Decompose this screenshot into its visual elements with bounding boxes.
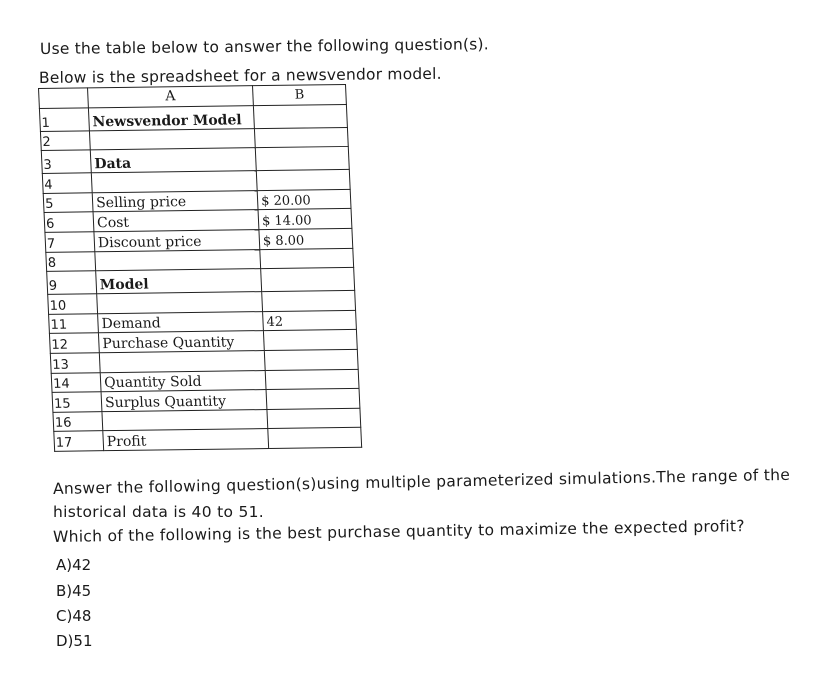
row-number: 5 (43, 193, 93, 213)
row-number: 11 (49, 313, 99, 333)
row-number: 14 (51, 372, 101, 392)
row-number: 7 (45, 232, 95, 252)
row-number: 1 (39, 107, 89, 131)
cell-a: Cost (93, 210, 259, 232)
cell-b (255, 147, 349, 171)
cell-a: Surplus Quantity (101, 390, 267, 412)
cell-a: Newsvendor Model (88, 105, 254, 130)
intro-line-1: Use the table below to answer the following question(s). (39, 35, 489, 58)
question-line-2: historical data is 40 to 51. (53, 503, 265, 521)
row-number: 9 (47, 271, 97, 295)
intro-line-2: Below is the spreadsheet for a newsvendor model. (38, 64, 442, 87)
option-a: A)42 (56, 556, 92, 574)
row-number: 10 (48, 294, 98, 314)
row-number: 15 (52, 392, 102, 412)
sheet-row (54, 428, 362, 452)
row-number: 8 (46, 251, 96, 271)
row-number: 12 (49, 333, 99, 353)
cell-b (265, 369, 359, 390)
cell-a: Selling price (92, 190, 258, 212)
cell-b: $ 20.00 (257, 189, 351, 210)
spreadsheet (38, 84, 362, 452)
cell-b: $ 14.00 (258, 209, 352, 230)
cell-a (89, 128, 255, 150)
column-header-b: B (253, 84, 347, 105)
cell-a (97, 292, 263, 314)
row-number: 6 (44, 212, 94, 232)
cell-a: Purchase Quantity (98, 331, 264, 353)
cell-a (95, 249, 261, 271)
row-number: 2 (40, 130, 90, 150)
cell-a: Demand (98, 311, 264, 333)
cell-a (102, 409, 268, 431)
cell-a: Data (90, 148, 256, 173)
cell-a (91, 171, 257, 193)
option-b: B)45 (56, 582, 92, 600)
cell-b (267, 408, 361, 429)
option-d: D)51 (56, 632, 93, 650)
row-number: 4 (42, 173, 92, 193)
cell-b (266, 388, 360, 409)
cell-b (260, 248, 354, 269)
column-header-a: A (88, 86, 254, 108)
row-number: 3 (41, 150, 91, 174)
row-number: 17 (54, 431, 104, 451)
cell-a: Model (96, 269, 262, 294)
cell-b (263, 330, 357, 351)
cell-b (268, 428, 362, 449)
question-line-3: Which of the following is the best purchase quantity to maximize the expected profit? (52, 517, 745, 546)
cell-b (254, 127, 348, 148)
cell-b: 42 (263, 310, 357, 331)
cell-a: Profit (103, 429, 269, 451)
spreadsheet-table (38, 84, 362, 452)
option-c: C)48 (56, 607, 92, 625)
cell-a: Quantity Sold (100, 370, 266, 392)
cell-b (262, 291, 356, 312)
corner-cell (39, 88, 89, 108)
cell-b (261, 268, 355, 292)
cell-b (256, 170, 350, 191)
cell-b (253, 104, 347, 128)
row-number: 16 (53, 411, 103, 431)
cell-a: Discount price (94, 230, 260, 252)
cell-a (99, 350, 265, 372)
row-number: 13 (50, 353, 100, 373)
cell-b (264, 349, 358, 370)
question-line-1: Answer the following question(s)using multiple parameterized simulations.The range of the (52, 465, 791, 498)
cell-b: $ 8.00 (259, 228, 353, 249)
